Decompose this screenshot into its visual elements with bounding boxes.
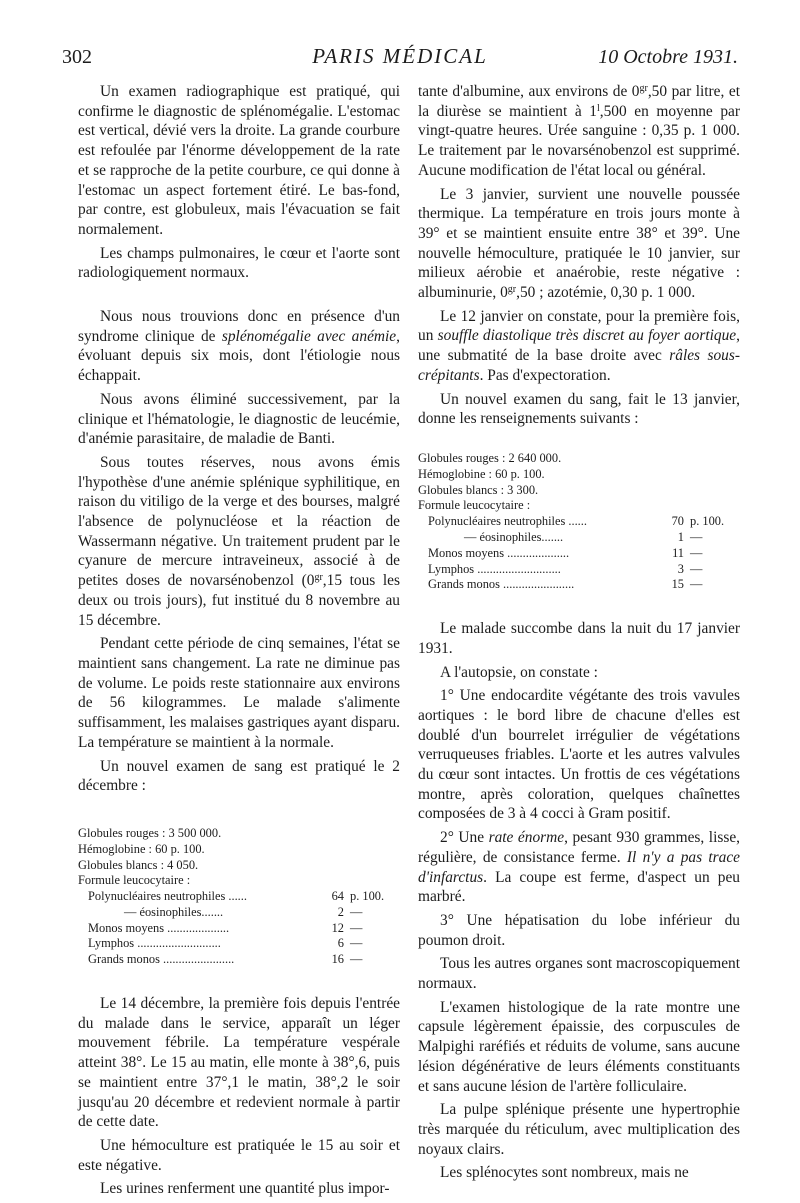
paragraph: 3° Une hépatisation du lobe inférieur du poumon droit.: [418, 911, 740, 949]
paragraph: Le 14 décembre, la première fois depuis l'entrée du malade dans le service, apparaît un léger mouvement fébrile. La température vespérale atteint 38°. Le 15 au matin, elle monte à 38°,6, puis se maintient entre 37°,1 le matin, 38°,2 le soir jusqu'au 20 décembre et redevient normale à partir de cette date.: [78, 995, 400, 1131]
issue-date: 10 Octobre 1931.: [598, 46, 738, 68]
blood-row: Grands monos ....................... 15 —: [428, 577, 703, 592]
paragraph: Le 3 janvier, survient une nouvelle poussée thermique. La température en trois jours monte à 39° et se maintient ensuite entre 38° et 39°. Une nouvelle hémoculture, pratiquée le 10 janvier, sur milieux aérobie et anaérobie, reste négative : albuminurie, $0^{gr},50$ ; azotémie, 0,30 p. 1 000.: [418, 185, 740, 302]
paragraph: Un nouvel examen du sang, fait le 13 janvier, donne les renseignements suivants :: [418, 390, 740, 428]
paragraph: Nous nous trouvions donc en présence d'un syndrome clinique de splénomégalie avec anémie, évoluant depuis six mois, dont l'étiologie nous échappait.: [78, 308, 400, 385]
paragraph: Le malade succombe dans la nuit du 17 janvier 1931.: [418, 620, 740, 657]
blood-count-table: [418, 451, 740, 593]
left-column: [78, 82, 400, 1203]
blood-line: Formule leucocytaire :: [78, 873, 191, 888]
paragraph: A l'autopsie, on constate :: [440, 663, 598, 681]
emphasis: rate énorme: [488, 829, 565, 847]
paragraph: La pulpe splénique présente une hypertrophie très marquée du réticulum, avec multiplication des noyaux clairs.: [418, 1101, 740, 1158]
emphasis: râles sous-crépitants: [418, 347, 740, 384]
blood-row: Lymphos ........................... 6 —: [88, 936, 363, 951]
right-column: [418, 82, 740, 1187]
paragraph: L'examen histologique de la rate montre une capsule légèrement épaissie, des corpuscules de Malpighi raréfiés et réduits de volume, sans aucune lésion dégénérative de leurs éléments constituants et sans aucune lésion de l'artère folliculaire.: [418, 998, 740, 1095]
blood-line: Hémoglobine : 60 p. 100.: [78, 841, 205, 856]
blood-row: — éosinophiles....... 2 —: [124, 904, 363, 919]
paragraph: tante d'albumine, aux environs de $0^{gr},50$ par litre, et la diurèse se maintient à 1$^l$,500 en moyenne par vingt-quatre heures. Urée sanguine : 0,35 p. 1 000. Le traitement par le novarsénobenzol est supprimé. Aucune modification de l'état local ou général.: [418, 83, 740, 179]
paragraph: Les urines renferment une quantité plus impor-: [100, 1180, 390, 1198]
blood-count-table: [78, 826, 400, 968]
paragraph: Les splénocytes sont nombreux, mais ne: [440, 1164, 689, 1182]
paragraph: 2° Une rate énorme, pesant 930 grammes, lisse, régulière, de consistance ferme. Il n'y a pas trace d'infarctus. La coupe est ferme, d'aspect un peu marbré.: [418, 829, 741, 906]
paragraph: Une hémoculture est pratiquée le 15 au soir et este négative.: [78, 1137, 400, 1174]
paragraph: Nous avons éliminé successivement, par la clinique et l'hématologie, le diagnostic de leucémie, d'anémie parasitaire, de maladie de Banti.: [78, 390, 400, 448]
emphasis: Il n'y a pas trace d'infarctus: [418, 848, 740, 886]
paragraph: Un nouvel examen de sang est pratiqué le 2 décembre :: [78, 757, 400, 795]
emphasis: splénomégalie avec anémie: [221, 327, 397, 345]
page-number: 302: [62, 46, 92, 68]
blood-line: Globules rouges : 2 640 000.: [418, 450, 562, 465]
blood-line: Globules blancs : 3 300.: [418, 482, 539, 497]
running-header: [62, 40, 738, 74]
paragraph: 1° Une endocardite végétante des trois vavules aortiques : le bord libre de chacune d'elles est doublé d'un bourrelet irrégulier de végétations verruqueuses friables. L'aorte et les autres valvules du cœur sont intactes. Un frottis de ces végétations montre, après coloration, quelques chaînettes composées de 3 à 4 cocci à Gram positif.: [418, 687, 740, 823]
paragraph: Le 12 janvier on constate, pour la première fois, un souffle diastolique très discret au foyer aortique, une submatité de la base droite avec râles sous-crépitants. Pas d'expectoration.: [418, 307, 740, 384]
blood-line: Globules rouges : 3 500 000.: [78, 825, 222, 840]
blood-line: Globules blancs : 4 050.: [78, 857, 199, 872]
journal-title: PARIS MÉDICAL: [312, 44, 488, 68]
blood-row: Polynucléaires neutrophiles ...... 64 p. 100.: [88, 889, 385, 904]
blood-row: Grands monos ....................... 16 —: [88, 952, 363, 967]
blood-row: — éosinophiles....... 1 —: [464, 529, 703, 544]
blood-line: Formule leucocytaire :: [418, 498, 531, 513]
paragraph: Tous les autres organes sont macroscopiquement normaux.: [418, 955, 740, 993]
blood-row: Lymphos ........................... 3 —: [428, 561, 703, 576]
paragraph: Sous toutes réserves, nous avons émis l'hypothèse d'une anémie splénique syphilitique, en raison du vitiligo de la verge et des bourses, malgré l'absence de polynucléose et la réaction de Wassermann négative. Un traitement prudent par le cyanure de mercure intraveineux, associé à de petites doses de novarsénobenzol ($0^{gr},15$ tous les deux ou trois jours), fut institué du 8 novembre au 15 décembre.: [78, 453, 400, 629]
blood-row: Polynucléaires neutrophiles ...... 70 p. 100.: [428, 514, 725, 529]
blood-line: Hémoglobine : 60 p. 100.: [418, 466, 545, 481]
paragraph: Un examen radiographique est pratiqué, qui confirme le diagnostic de splénomégalie. L'estomac est vertical, dévié vers la droite. La grande courbure est refoulée par l'énorme développement de la rate et se rapproche de la petite courbure, ce qui donne à l'estomac un aspect fortement étiré. Le bas-fond, par contre, est globuleux, mais l'évacuation se fait normalement.: [78, 83, 400, 238]
blood-row: Monos moyens .................... 12 —: [88, 920, 363, 935]
paragraph: Pendant cette période de cinq semaines, l'état se maintient sans changement. La rate ne diminue pas de volume. Le poids reste stationnaire aux environs de 56 kilogrammes. Le malade s'alimente suffisamment, les malaises gastriques ayant disparu. La température se maintient à la normale.: [78, 635, 400, 751]
emphasis: souffle diastolique très discret au foyer aortique: [437, 327, 737, 345]
blood-row: Monos moyens .................... 11 —: [428, 545, 703, 560]
paragraph: Les champs pulmonaires, le cœur et l'aorte sont radiologiquement normaux.: [78, 244, 400, 282]
